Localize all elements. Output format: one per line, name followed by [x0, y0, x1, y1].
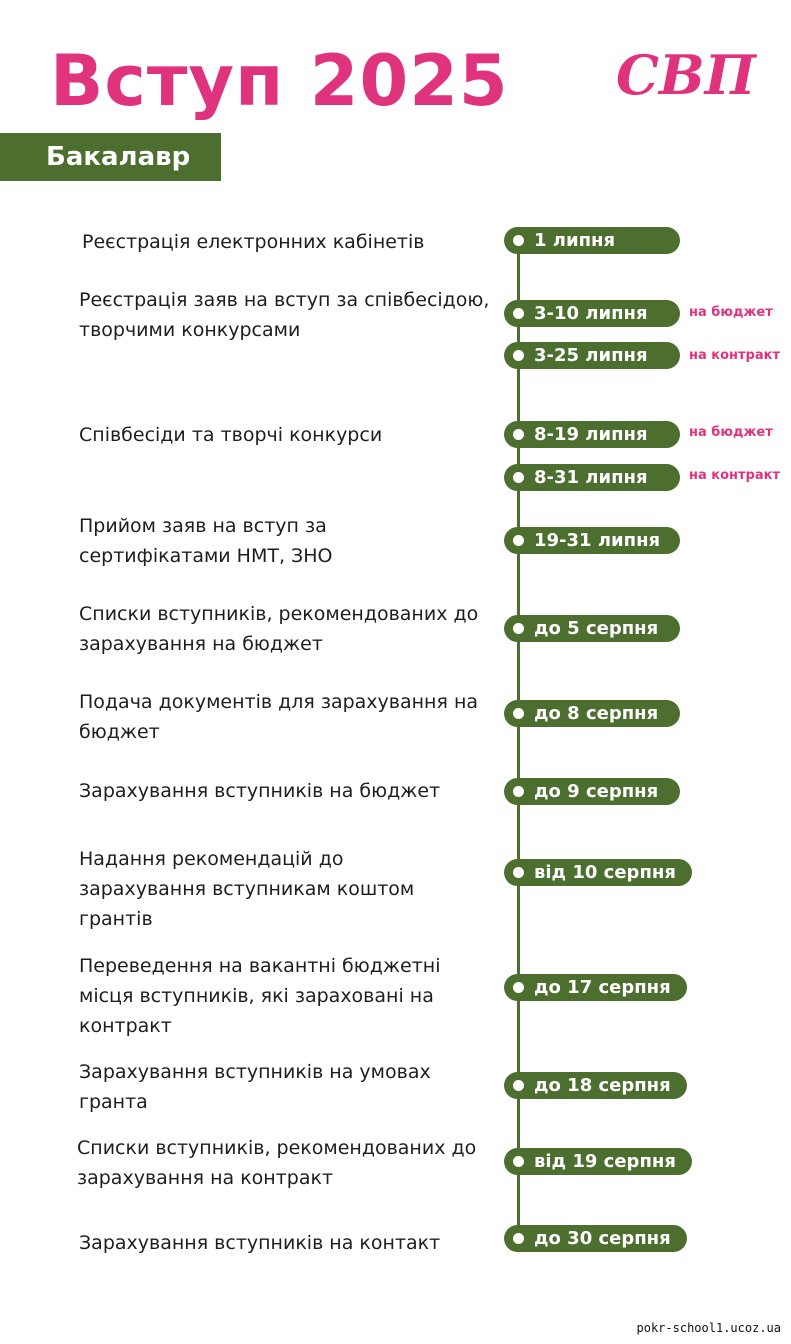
timeline-dot — [513, 235, 524, 246]
watermark: pokr-school1.ucoz.ua — [636, 1321, 781, 1335]
timeline-dot — [513, 1233, 524, 1244]
event-label: Переведення на вакантні бюджетні місця вступників, які зараховані на контракт — [79, 955, 441, 1037]
date-pill — [504, 615, 680, 642]
timeline-dot — [513, 867, 524, 878]
date-text: до 17 серпня — [534, 977, 671, 998]
date-pill — [504, 1072, 687, 1099]
timeline-dot — [513, 350, 524, 361]
date-note: на бюджет — [689, 425, 773, 440]
date-text: до 9 серпня — [534, 781, 659, 802]
timeline-dot — [513, 429, 524, 440]
page-title: Вступ 2025 — [50, 40, 509, 122]
event-label: Зарахування вступників на контакт — [79, 1232, 441, 1254]
date-pill — [504, 974, 687, 1001]
event-label: Зарахування вступників на умовах гранта — [79, 1061, 431, 1113]
logo: СВП — [616, 43, 756, 107]
date-text: 19-31 липня — [534, 530, 661, 551]
event-label: Списки вступників, рекомендованих до зарахування на контракт — [77, 1137, 477, 1189]
date-text: від 10 серпня — [534, 862, 676, 883]
date-pill — [504, 227, 680, 254]
date-text: до 8 серпня — [534, 703, 659, 724]
date-text: 3-10 липня — [534, 303, 648, 324]
timeline-dot — [513, 308, 524, 319]
timeline-dot — [513, 623, 524, 634]
timeline-dot — [513, 708, 524, 719]
date-pill — [504, 778, 680, 805]
date-text: 8-19 липня — [534, 424, 648, 445]
date-text: від 19 серпня — [534, 1151, 676, 1172]
timeline-dot — [513, 1080, 524, 1091]
event-label: Співбесіди та творчі конкурси — [79, 424, 383, 446]
timeline-dot — [513, 472, 524, 483]
date-pill — [504, 464, 680, 491]
date-pill — [504, 700, 680, 727]
event-label: Реєстрація електронних кабінетів — [82, 231, 425, 253]
date-text: 3-25 липня — [534, 345, 648, 366]
level-badge: Бакалавр — [0, 133, 221, 181]
date-pill — [504, 527, 680, 554]
date-text: до 30 серпня — [534, 1228, 671, 1249]
event-label: Зарахування вступників на бюджет — [79, 780, 441, 802]
date-pill — [504, 342, 680, 369]
date-pill — [504, 421, 680, 448]
event-label: Подача документів для зарахування на бюджет — [79, 691, 479, 743]
date-text: до 5 серпня — [534, 618, 659, 639]
date-text: 1 липня — [534, 230, 616, 251]
timeline-dot — [513, 786, 524, 797]
date-note: на контракт — [689, 468, 780, 483]
date-note: на бюджет — [689, 305, 773, 320]
event-label: Прийом заяв на вступ за сертифікатами НМТ, ЗНО — [79, 515, 333, 567]
date-pill — [504, 1225, 687, 1252]
event-label: Реєстрація заяв на вступ за співбесідою, творчими конкурсами — [79, 289, 490, 341]
date-text: до 18 серпня — [534, 1075, 671, 1096]
date-text: 8-31 липня — [534, 467, 648, 488]
event-label: Надання рекомендацій до зарахування вступникам коштом грантів — [79, 848, 415, 930]
date-pill — [504, 300, 680, 327]
timeline-dot — [513, 982, 524, 993]
date-pill — [504, 859, 692, 886]
event-label: Списки вступників, рекомендованих до зарахування на бюджет — [79, 603, 479, 655]
timeline-dot — [513, 535, 524, 546]
date-note: на контракт — [689, 348, 780, 363]
date-pill — [504, 1148, 692, 1175]
timeline-dot — [513, 1156, 524, 1167]
